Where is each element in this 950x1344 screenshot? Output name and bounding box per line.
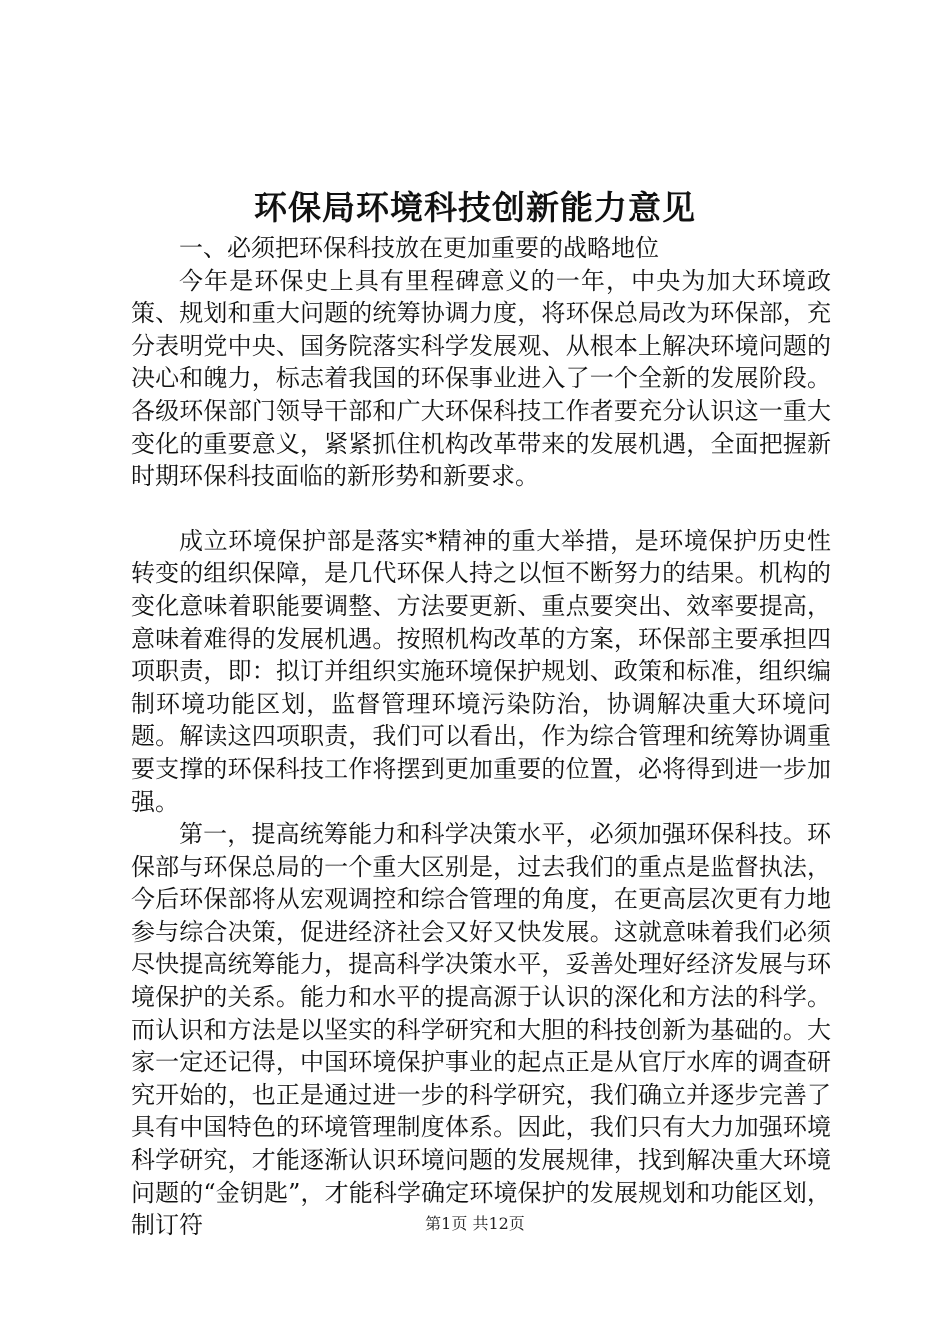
document-title: 环保局环境科技创新能力意见 bbox=[254, 188, 696, 227]
section-heading: 一、必须把环保科技放在更加重要的战略地位 bbox=[179, 234, 659, 262]
paragraph: 第一，提高统筹能力和科学决策水平，必须加强环保科技。环保部与环保总局的一个重大区别是，过去我们的重点是监督执法，今后环保部将从宏观调控和综合管理的角度，在更高层次更有力地参与综合决策，促进经济社会又好又快发展。这就意味着我们必须尽快提高统筹能力，提高科学决策水平，妥善处理好经济发展与环境保护的关系。能力和水平的提高源于认识的深化和方法的科学。而认识和方法是以坚实的科学研究和大胆的科技创新为基础的。大家一定还记得，中国环境保护事业的起点正是从官厅水库的调查研究开始的，也正是通过进一步的科学研究，我们确立并逐步完善了具有中国特色的环境管理制度体系。因此，我们只有大力加强环境科学研究，才能逐渐认识环境问题的发展规律，找到解决重大环境问题的“金钥匙”，才能科学确定环境保护的发展规划和功能区划，制订符 bbox=[131, 820, 831, 1240]
paragraph: 今年是环保史上具有里程碑意义的一年，中央为加大环境政策、规划和重大问题的统筹协调力度，将环保总局改为环保部，充分表明党中央、国务院落实科学发展观、从根本上解决环境问题的决心和魄力，标志着我国的环保事业进入了一个全新的发展阶段。各级环保部门领导干部和广大环保科技工作者要充分认识这一重大变化的重要意义，紧紧抓住机构改革带来的发展机遇，全面把握新时期环保科技面临的新形势和新要求。 bbox=[131, 266, 831, 491]
document-body bbox=[131, 232, 831, 1242]
page-footer: 第1页 共12页 bbox=[425, 1214, 525, 1233]
paragraph: 成立环境保护部是落实*精神的重大举措，是环境保护历史性转变的组织保障，是几代环保人持之以恒不断努力的结果。机构的变化意味着职能要调整、方法要更新、重点要突出、效率要提高，意味着难得的发展机遇。按照机构改革的方案，环保部主要承担四项职责，即：拟订并组织实施环境保护规划、政策和标准，组织编制环境功能区划，监督管理环境污染防治，协调解决重大环境问题。解读这四项职责，我们可以看出，作为综合管理和统筹协调重要支撑的环保科技工作将摆到更加重要的位置，必将得到进一步加强。 bbox=[131, 526, 831, 816]
